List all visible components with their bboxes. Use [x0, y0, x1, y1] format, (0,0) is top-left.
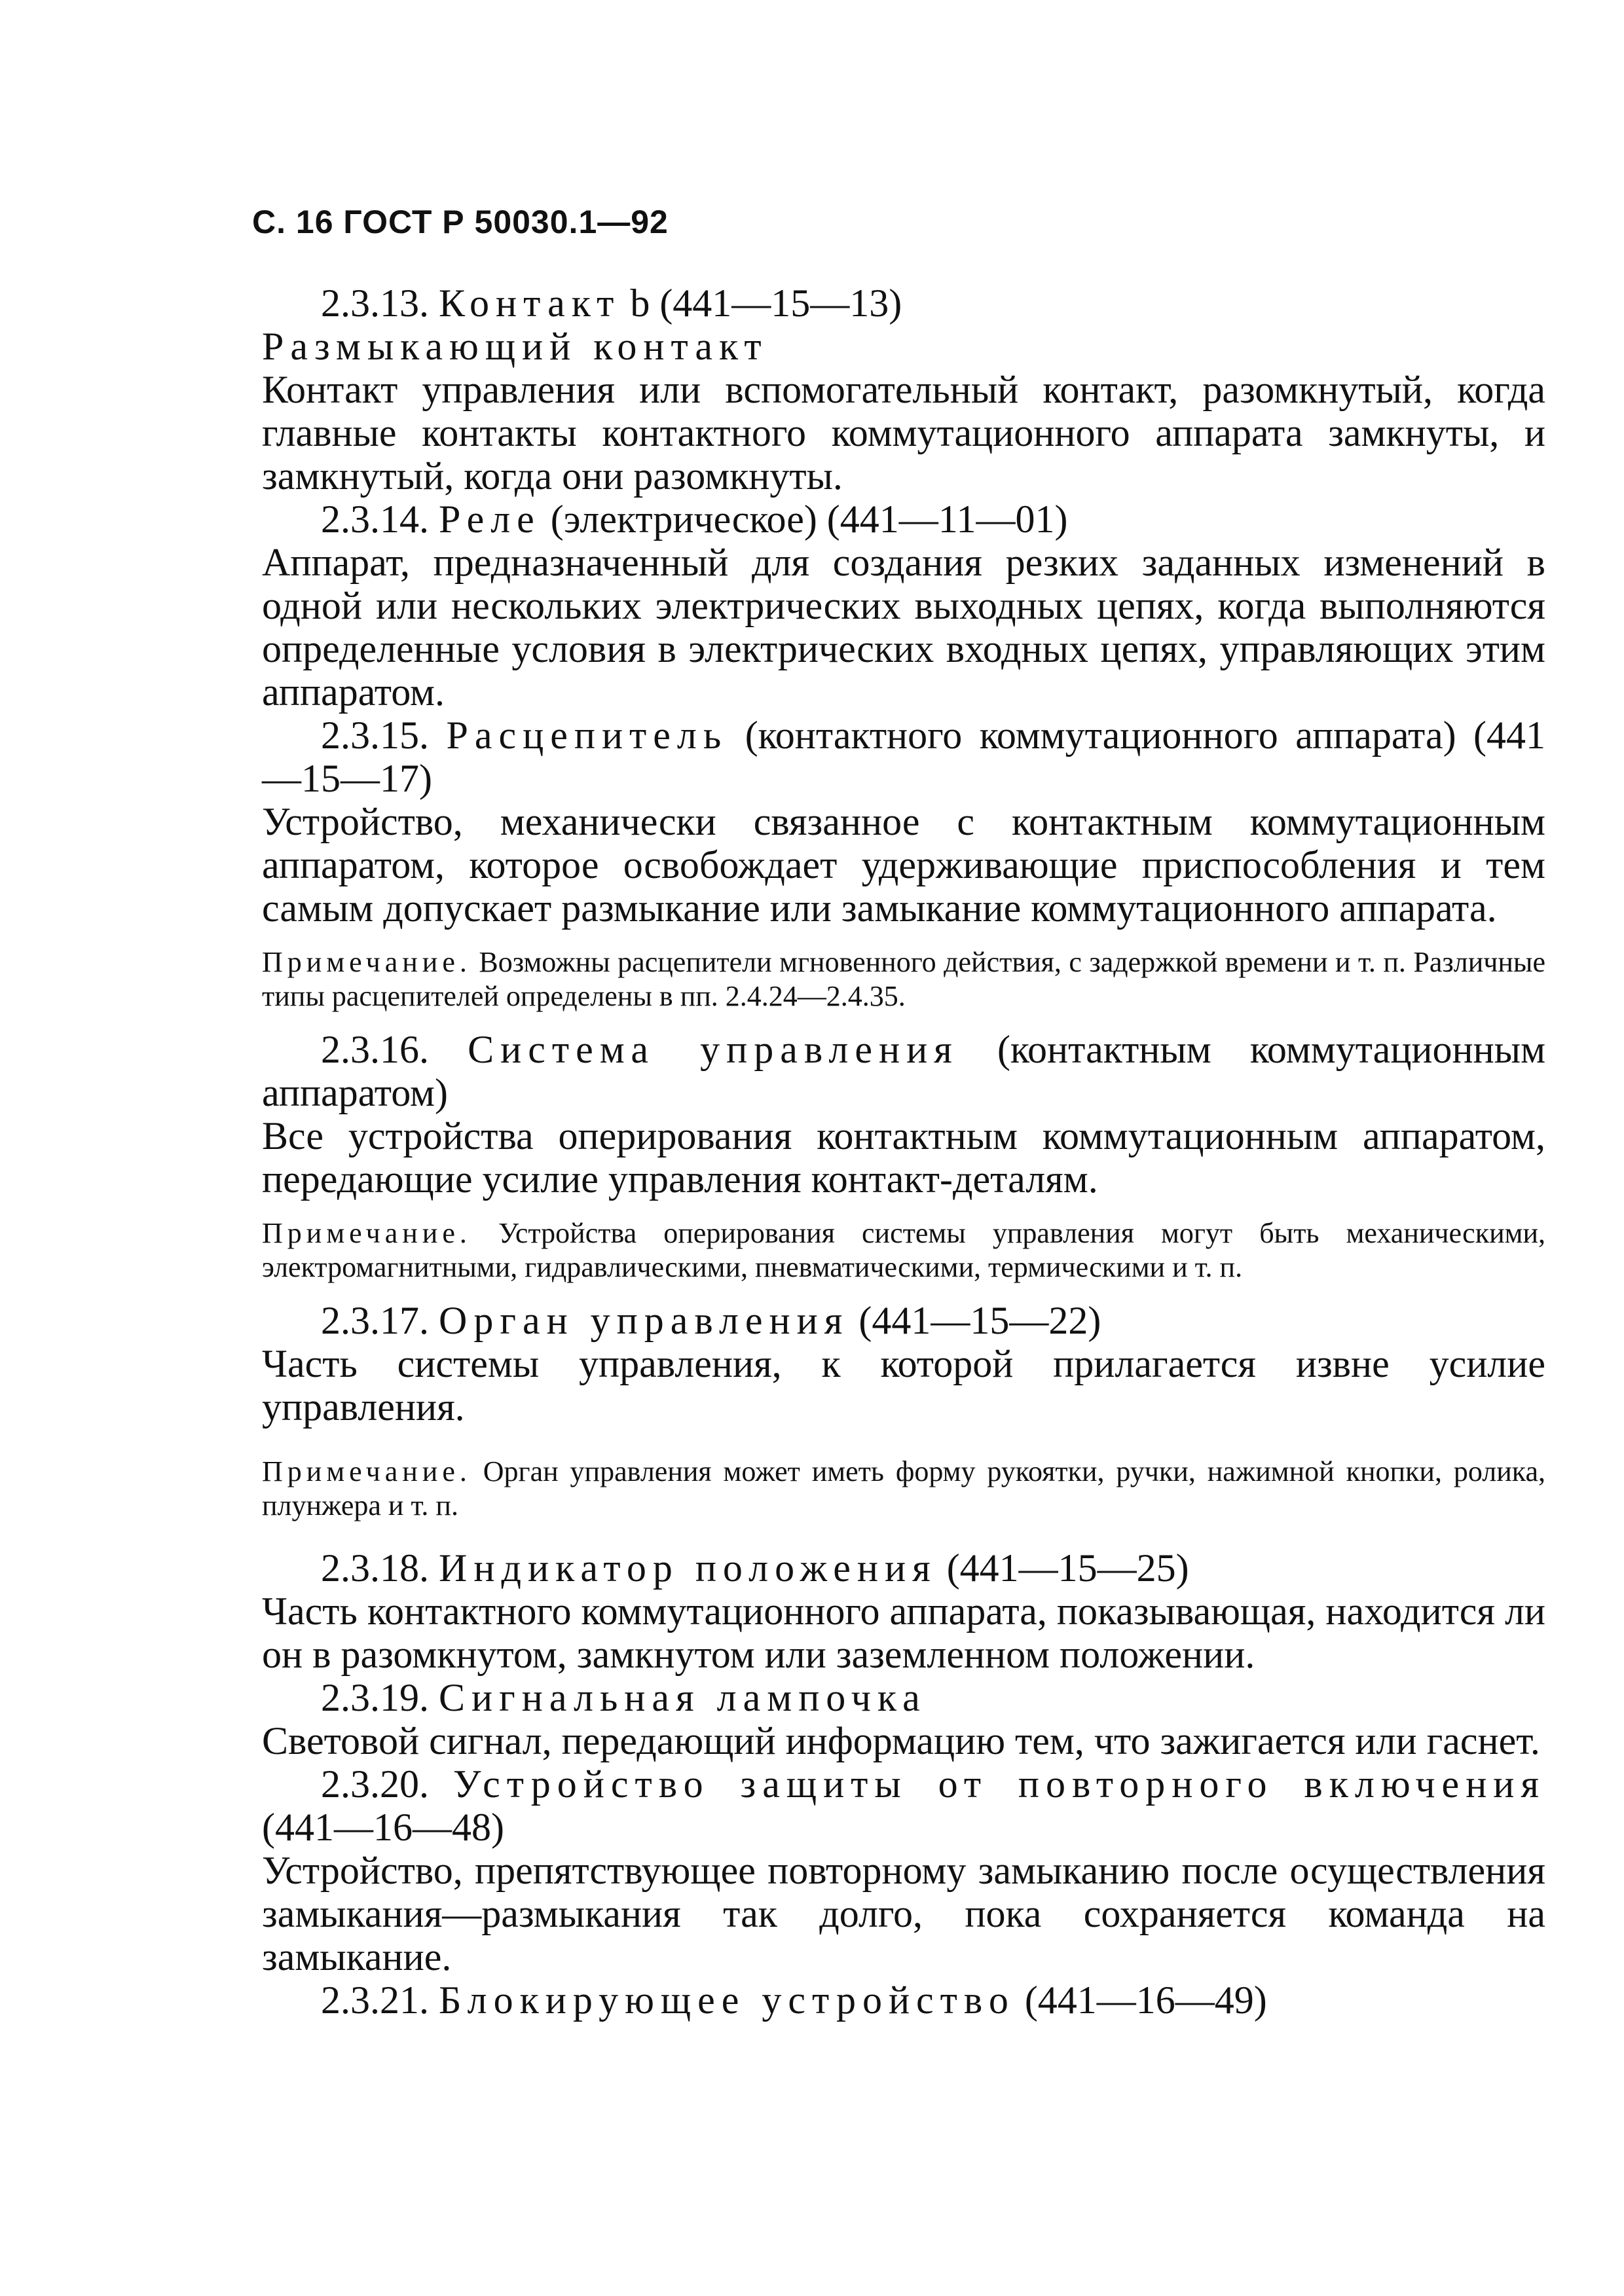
term-extra: (441—15—22)	[858, 1299, 1101, 1342]
term-subtitle-line	[262, 325, 1545, 368]
term-extra: (электрическое) (441—11—01)	[550, 498, 1068, 541]
term-heading	[262, 1978, 1545, 2022]
term-number: 2.3.13.	[321, 282, 429, 325]
term-heading	[262, 1028, 1545, 1114]
note	[262, 1455, 1545, 1523]
term-definition: Аппарат, предназначенный для создания резких заданных изменений в одной или нескольких электрических выходных цепях, когда выполняются определенные условия в электрических входных цепях, управляющих этим аппаратом.	[262, 541, 1545, 714]
term-title: Орган управления	[439, 1299, 849, 1342]
term-heading	[262, 282, 1545, 325]
term-heading	[262, 1676, 1545, 1719]
term-title: Устройство защиты от повторного включения	[452, 1762, 1546, 1806]
term-extra: (441—16—49)	[1024, 1978, 1267, 2022]
term-title: Индикатор положения	[439, 1546, 937, 1590]
term-number: 2.3.14.	[321, 498, 429, 541]
term-title: Реле	[439, 498, 541, 541]
term-title: Контакт	[439, 282, 621, 325]
term-title: Расцепитель	[446, 714, 728, 757]
note-label: Примечание.	[262, 1455, 471, 1487]
term-definition: Часть системы управления, к которой прилагается извне усилие управления.	[262, 1342, 1545, 1429]
term-heading	[262, 1299, 1545, 1342]
term-number: 2.3.17.	[321, 1299, 429, 1342]
term-extra: (441—15—25)	[946, 1546, 1189, 1590]
term-definition: Устройство, механически связанное с контактным коммутационным аппаратом, которое освобождает удерживающие приспособления и тем самым допускает размыкание или замыкание коммутационного аппарата.	[262, 800, 1545, 930]
document-body	[262, 282, 1545, 2022]
term-extra: b (441—15—13)	[630, 282, 902, 325]
term-number: 2.3.15.	[321, 714, 429, 757]
term-definition: Часть контактного коммутационного аппарата, показывающая, находится ли он в разомкнутом, замкнутом или заземленном положении.	[262, 1590, 1545, 1676]
note-text: Устройства оперирования системы управления могут быть механическими, электромагнитными, гидравлическими, пневматическими, термическими и т. п.	[262, 1217, 1546, 1283]
term-title: Система управления	[468, 1028, 959, 1071]
term-definition: Все устройства оперирования контактным коммутационным аппаратом, передающие усилие управления контакт-деталям.	[262, 1114, 1545, 1201]
term-number: 2.3.16.	[321, 1028, 429, 1071]
note-label: Примечание.	[262, 946, 471, 978]
note	[262, 1216, 1545, 1285]
note	[262, 945, 1545, 1013]
term-heading	[262, 714, 1545, 800]
term-extra: (контактного коммутационного аппарата) (441—15—17)	[262, 714, 1546, 800]
term-heading	[262, 498, 1545, 541]
term-heading	[262, 1762, 1545, 1849]
note-text: Орган управления может иметь форму рукоятки, ручки, нажимной кнопки, ролика, плунжера и т. п.	[262, 1455, 1546, 1522]
term-title: Сигнальная лампочка	[439, 1676, 927, 1719]
term-subtitle: Размыкающий контакт	[262, 325, 768, 368]
term-title: Блокирующее устройство	[439, 1978, 1015, 2022]
term-number: 2.3.18.	[321, 1546, 429, 1590]
term-number: 2.3.19.	[321, 1676, 429, 1719]
page-header: С. 16 ГОСТ Р 50030.1—92	[252, 204, 669, 240]
term-number: 2.3.20.	[321, 1762, 429, 1806]
note-text: Возможны расцепители мгновенного действия, с задержкой времени и т. п. Различные типы расцепителей определены в пп. 2.4.24—2.4.35.	[262, 946, 1546, 1012]
term-definition: Световой сигнал, передающий информацию тем, что зажигается или гаснет.	[262, 1719, 1540, 1762]
term-extra: (контактным коммутационным аппаратом)	[262, 1028, 1546, 1114]
term-definition: Устройство, препятствующее повторному замыканию после осуществления замыкания—размыкания так долго, пока сохраняется команда на замыкание.	[262, 1849, 1545, 1978]
term-number: 2.3.21.	[321, 1978, 429, 2022]
term-extra: (441—16—48)	[262, 1806, 504, 1849]
term-definition: Контакт управления или вспомогательный контакт, разомкнутый, когда главные контакты контактного коммутационного аппарата замкнуты, и замкнутый, когда они разомкнуты.	[262, 368, 1545, 498]
note-label: Примечание.	[262, 1217, 471, 1249]
term-heading	[262, 1546, 1545, 1590]
